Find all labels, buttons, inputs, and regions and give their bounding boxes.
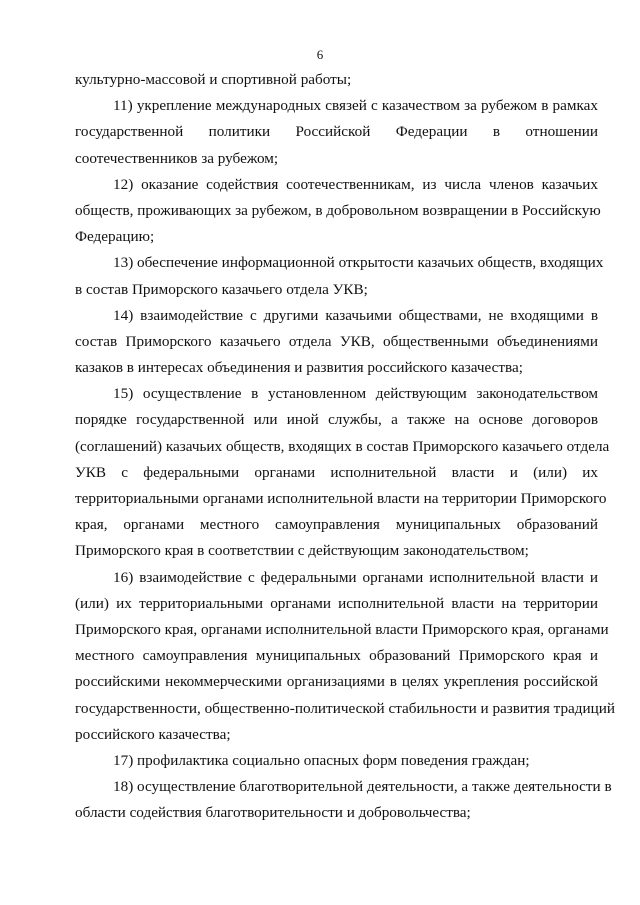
paragraph-p12 <box>75 172 601 251</box>
text-line: 17) профилактика социально опасных форм поведения граждан; <box>113 751 530 769</box>
paragraph-p13 <box>75 250 604 302</box>
text-line: Приморского края в соответствии с действующим законодательством; <box>75 542 529 560</box>
text-line: культурно-массовой и спортивной работы; <box>75 71 352 88</box>
text-line: территориальными органами исполнительной власти на территории Приморского <box>75 490 607 507</box>
text-line: российского казачества; <box>75 725 231 743</box>
text-line: 18) осуществление благотворительной деятельности, а также деятельности в <box>113 778 612 796</box>
paragraph-p15 <box>75 381 610 564</box>
document-body <box>75 67 616 826</box>
paragraph-p17 <box>75 748 598 774</box>
text-line: обществ, проживающих за рубежом, в добровольном возвращении в Российскую <box>75 201 601 219</box>
text-line: УКВ с федеральными органами исполнительной власти и (или) их <box>75 463 598 481</box>
paragraph-p16 <box>75 565 616 748</box>
text-line: 14) взаимодействие с другими казачьими обществами, не входящими в <box>113 306 598 324</box>
text-line: 12) оказание содействия соотечественникам, из числа членов казачьих <box>113 175 598 193</box>
text-line: 16) взаимодействие с федеральными органами исполнительной власти и <box>113 568 598 586</box>
text-line: государственности, общественно-политической стабильности и развития традиций <box>75 699 616 717</box>
text-line: государственной политики Российской Федерации в отношении <box>75 123 598 141</box>
text-line: порядке государственной или иной службы, а также на основе договоров <box>75 411 598 429</box>
paragraph-p14 <box>75 303 598 382</box>
text-line: области содействия благотворительности и добровольчества; <box>75 804 471 822</box>
text-line: казаков в интересах объединения и развития российского казачества; <box>75 359 523 377</box>
page-number: 6 <box>316 47 324 62</box>
text-line: (или) их территориальными органами исполнительной власти на территории <box>75 594 598 612</box>
text-line: края, органами местного самоуправления муниципальных образований <box>75 516 598 534</box>
text-line: местного самоуправления муниципальных образований Приморского края и <box>75 647 598 665</box>
text-line: в состав Приморского казачьего отдела УКВ; <box>75 280 368 298</box>
text-line: Приморского края, органами исполнительной власти Приморского края, органами <box>75 620 609 638</box>
paragraph-p18 <box>75 774 612 826</box>
text-line: соотечественников за рубежом; <box>75 149 279 167</box>
text-line: 13) обеспечение информационной открытости казачьих обществ, входящих <box>113 254 604 272</box>
text-line: 15) осуществление в установленном действующим законодательством <box>113 385 598 403</box>
text-line: состав Приморского казачьего отдела УКВ, общественными объединениями <box>75 332 598 350</box>
text-line: 11) укрепление международных связей с казачеством за рубежом в рамках <box>113 97 598 115</box>
text-line: (соглашений) казачьих обществ, входящих в состав Приморского казачьего отдела <box>75 437 610 455</box>
text-line: российскими некоммерческими организациями в целях укрепления российской <box>75 673 598 691</box>
text-line: Федерацию; <box>75 228 155 246</box>
paragraph-cont <box>75 67 598 93</box>
paragraph-p11 <box>75 93 598 172</box>
